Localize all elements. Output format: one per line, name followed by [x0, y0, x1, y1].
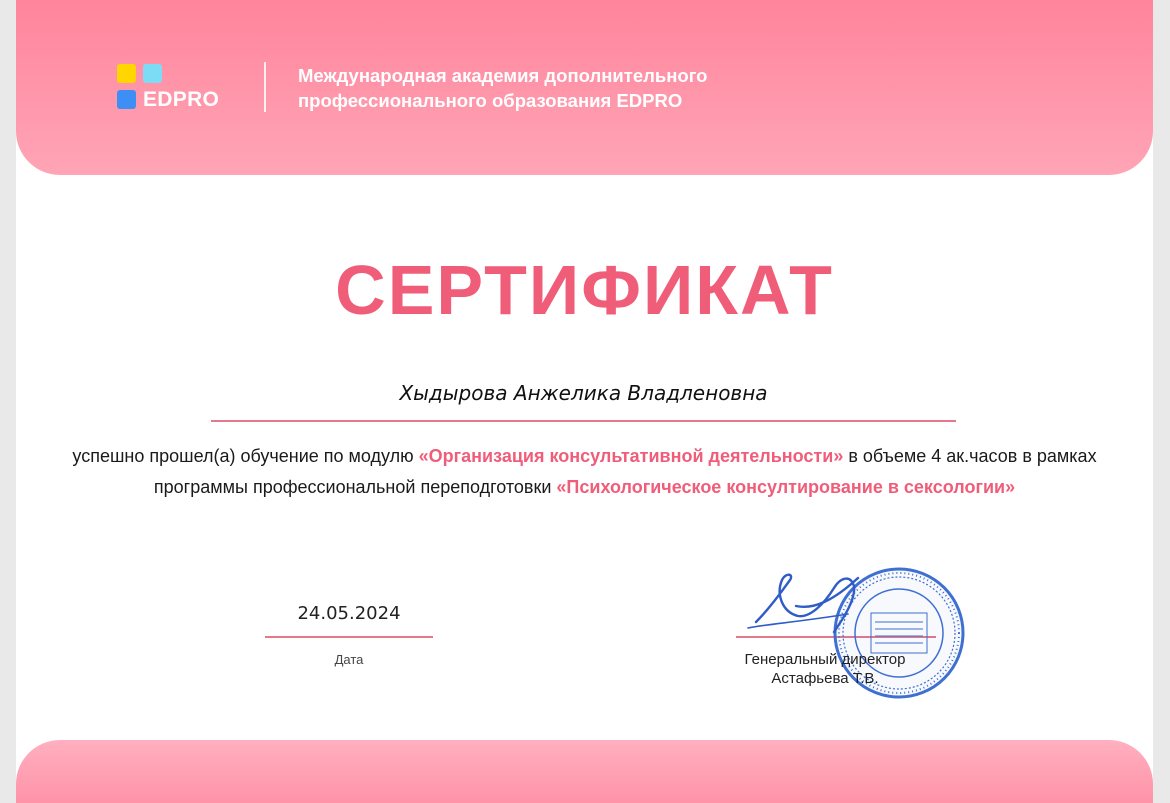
- logo-text: EDPRO: [143, 88, 220, 111]
- edpro-logo: [117, 64, 237, 112]
- issue-date: 24.05.2024: [297, 603, 401, 624]
- body-text-part2: в объеме 4 ак.часов в рамках программы профессиональной переподготовки: [153, 446, 1097, 497]
- signer-title: Генеральный директор: [744, 651, 906, 668]
- logo-square-blue: [117, 90, 136, 109]
- certificate-title: СЕРТИФИКАТ: [335, 251, 834, 329]
- date-label: Дата: [334, 652, 364, 667]
- recipient-underline: [211, 420, 956, 422]
- certificate-body-text: [56, 441, 1113, 503]
- footer-band: [16, 740, 1153, 803]
- body-text-part1: успешно прошел(а) обучение по модулю: [72, 446, 419, 466]
- recipient-name: Хыдырова Анжелика Владленовна: [399, 381, 768, 405]
- certificate-sheet: [16, 0, 1153, 803]
- header-divider: [264, 62, 266, 112]
- logo-square-cyan: [143, 64, 162, 83]
- signer-name: Астафьева Т.В.: [771, 670, 879, 687]
- signer-block: [706, 650, 944, 688]
- organization-name-line2: профессионального образования EDPRO: [298, 90, 683, 111]
- organization-name-line1: Международная академия дополнительного: [298, 65, 708, 86]
- module-name: «Организация консультативной деятельности»: [418, 446, 844, 466]
- program-name: «Психологическое консултирование в сексологии»: [556, 477, 1016, 497]
- date-underline: [265, 636, 433, 638]
- logo-square-yellow: [117, 64, 136, 83]
- organization-name: [298, 63, 858, 113]
- director-signature: [738, 566, 898, 646]
